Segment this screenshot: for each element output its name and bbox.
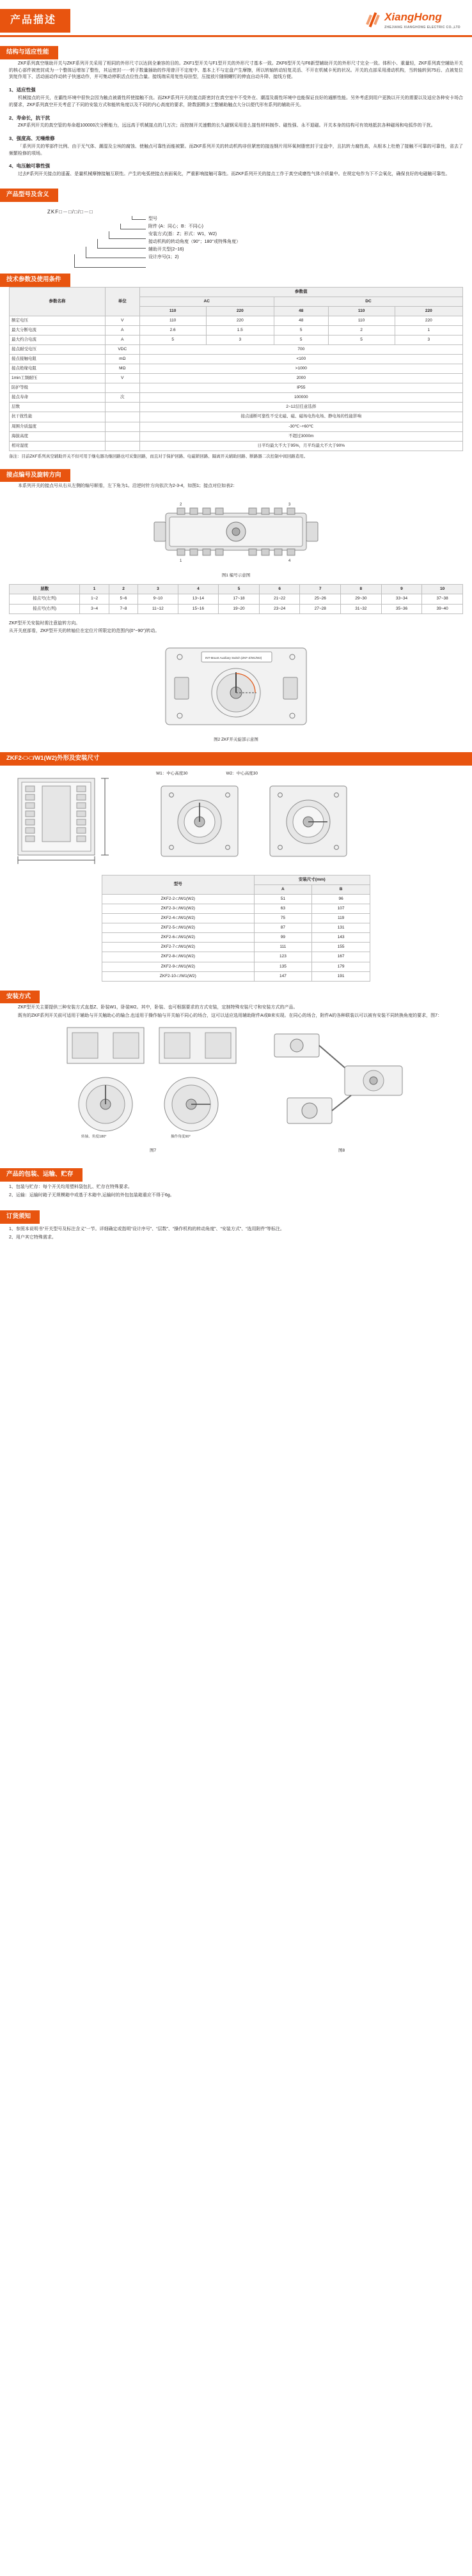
section-head-code: 产品型号及含义 [0,189,58,202]
cell-value: 110 [328,316,395,325]
cell-header: 接点号(右列) [10,604,80,613]
th-volt: 48 [274,306,328,316]
order-item: 1、参照本说明书“开关型号及标注含义”一节。详细确定或指明“设计序号”、“层数”、“操作机构的转动角度”、“安装方式”、“选用附件”等标注。 [9,1227,285,1232]
table-row [102,971,370,981]
table-row [10,594,463,604]
cell-unit: V [106,374,140,383]
cell-value: IP55 [139,383,462,393]
dim-figure-front [9,771,143,870]
cell-model: ZKF2-4-□/W1(W2) [102,914,255,923]
cell-value: 25~26 [300,594,341,604]
cell-value: 100000 [139,393,462,403]
cell-value: <100 [139,355,462,364]
cell-name: 接点寿命 [10,393,106,403]
code-row-label: 型号 [148,216,157,221]
th-dc: DC [274,297,462,306]
code-row [50,247,463,254]
page-header [0,0,472,37]
svg-text:2: 2 [180,503,182,507]
cell-model: ZKF2-5-□/W1(W2) [102,923,255,933]
contact-paragraph-3: 从开关底部看，ZKF型开关的转轴位在定位片所限定的范围内(0°~90°)转动。 [9,629,160,634]
th-volt: 220 [206,306,274,316]
cell-value: 3 [138,585,178,594]
section-head-spec: 技术参数及使用条件 [0,274,70,287]
cell-b: 179 [312,962,370,971]
table-row [10,383,463,393]
cell-a: 123 [254,952,312,962]
th-values: 参数值 [139,287,462,297]
page-title: 产品描述 [0,9,70,33]
cell-b: 143 [312,933,370,943]
cell-unit: MΩ [106,364,140,374]
cell-value: 1 [395,325,462,335]
cell-name: 接点耐受电压 [10,345,106,355]
th-model: 型号 [102,875,255,894]
cell-unit: A [106,325,140,335]
svg-text:4: 4 [288,559,291,564]
section-head-contact: 接点编号及旋转方向 [0,469,70,482]
cell-unit: 次 [106,393,140,403]
cell-value: 4 [178,585,219,594]
structure-item-2-title: 3、强度高、无噪维修 [9,135,55,142]
cell-unit [106,431,140,441]
cell-b: 155 [312,943,370,952]
svg-text:3: 3 [288,503,291,507]
section-head-dim: ZKF2-□-□/W1(W2)外形及安装尺寸 [0,752,472,766]
code-row [50,216,463,224]
table-row [10,364,463,374]
section-head-order: 订货须知 [0,1210,40,1224]
table-row [102,933,370,943]
model-code: ZKF□－□/□/□－□ [47,208,93,215]
cell-value: 15~16 [178,604,219,613]
cell-value: 3 [206,335,274,344]
cell-header: 层数 [10,585,80,594]
cell-unit: mΩ [106,355,140,364]
code-row [50,239,463,247]
cell-value: 13~14 [178,594,219,604]
section-head-structure: 结构与适应性能 [0,46,58,59]
page [0,0,472,1262]
cell-name: 海拔高度 [10,431,106,441]
cell-name: 接点绝缘电阻 [10,364,106,374]
code-row-label: 设计序号(1；2) [148,254,179,259]
cell-value: 2~12层任意选择 [139,403,462,412]
code-row-label: 接动机构的转动角度（90°；180°或特殊角度） [148,239,241,244]
structure-item-0-title: 1、适应性强 [9,87,36,93]
code-ladder [50,216,463,262]
brand-sub: ZHEJIANG XIANGHONG ELECTRIC CO.,LTD [384,26,460,30]
table-row [10,431,463,441]
cell-b: 96 [312,895,370,904]
code-row-label: 安装方式(基：Z；形式：W1，W2) [148,231,217,236]
cell-value: 220 [206,316,274,325]
table-header-row [102,875,370,884]
table-row [102,895,370,904]
cell-value: 8 [341,585,382,594]
cell-value: 11~12 [138,604,178,613]
table-row [10,325,463,335]
table-row [10,604,463,613]
table-row [10,355,463,364]
figure-8-caption: 图8 [338,1148,345,1153]
cell-b: 119 [312,914,370,923]
cell-unit [106,441,140,451]
cell-name: 额定电压 [10,316,106,325]
section-pack [0,1184,472,1199]
cell-unit: A [106,335,140,344]
table-row [10,412,463,422]
install-label-a1: 转轴、角度180° [81,1135,107,1139]
cell-a: 87 [254,923,312,933]
contact-paragraph-2: ZKF型开关安装时需注意旋转方向。 [9,621,81,626]
cell-a: 111 [254,943,312,952]
figure-7-wrap [57,1021,249,1159]
install-paragraph-2: 既有的ZKF系列开关前可适用于辅助与开关触助心的输合,也适用于操作轴与开关轴不同心的场合，这可以适应选用辅助附件A或B来实现。在同心的场合，附件A的各种联装以可以被有安装不同转换角度的要求，图7： [18,1014,443,1019]
table-row [10,393,463,403]
cell-value: 23~24 [259,604,300,613]
figure-2-caption: 图2 ZKF开关旋部示意图 [214,737,258,743]
cell-value: 7~8 [109,604,138,613]
cell-model: ZKF2-7-□/W1(W2) [102,943,255,952]
code-row-label: 辅助开关型(2~16) [148,247,184,252]
cell-a: 75 [254,914,312,923]
pack-item: 1、包装与贮存：每个开关均用塑料袋包扎、贮存在特殊要求。 [9,1184,132,1189]
cell-value: 27~28 [300,604,341,613]
cell-name: 抗干扰性能 [10,412,106,422]
th-ac: AC [139,297,274,306]
table-row [10,422,463,431]
cell-value: 5~6 [109,594,138,604]
table-row [10,585,463,594]
brand-name [384,9,460,31]
cell-value: 不超过3000m [139,431,462,441]
table-row [102,904,370,914]
table-row [10,345,463,355]
cell-value: 2 [109,585,138,594]
cell-a: 63 [254,904,312,914]
contact-number-table [9,584,463,613]
install-figures [9,1021,463,1159]
cell-value: 日平均最大不大于95%，月平均最大不大于90% [139,441,462,451]
cell-header: 接点号(左列) [10,594,80,604]
pack-item: 2、运输：运输时箱子无规模箱中或基于木箱中,运输时的外包包装箱重应不得于6g。 [9,1192,175,1198]
cell-value: 37~38 [422,594,463,604]
section-contact [0,483,472,743]
cell-value: 5 [328,335,395,344]
brand-label: XiangHong [384,11,442,23]
code-row [50,254,463,262]
table-row [10,403,463,412]
cell-value: 700 [139,345,462,355]
cell-name: 1min工频耐压 [10,374,106,383]
figure-8-wrap [268,1021,415,1159]
cell-value: 2000 [139,374,462,383]
cell-name: 层数 [10,403,106,412]
cell-value: 17~18 [219,594,260,604]
install-label-a2: 操作角度90° [171,1135,191,1139]
cell-value: 35~36 [381,604,422,613]
contact-paragraph-1: 本系列开关的接点号从右从左侧的编号顺看，左下角为1。沿逆时针方向依次为2-3-4，如图1；接点对位如表2： [18,484,238,489]
table-row [102,914,370,923]
structure-item-3-title: 4、电压触可靠性强 [9,163,51,169]
cell-value: 10 [422,585,463,594]
cell-b: 167 [312,952,370,962]
cell-value: 33~34 [381,594,422,604]
cell-value: 19~20 [219,604,260,613]
th-a: A [254,885,312,895]
dim-table [102,875,370,982]
cell-value: 9~10 [138,594,178,604]
cell-value: 5 [139,335,206,344]
section-code [0,202,472,265]
cell-model: ZKF2-10-□/W1(W2) [102,971,255,981]
cell-name: 相对湿度 [10,441,106,451]
structure-item-2-body: 「系列开关的零部件比例、由于无气体、潮湿及尘埃的腐蚀、使触点可靠性而能被繁。而ZKF系列开关的转动机构非但紧密的接连钢片用环氧树脂密封于定盘中，且抗转力腐性高，从根本上杜绝了接触不可靠的可靠性，省去了频繁检修的项场。 [9,144,463,156]
figure-7-caption: 图7 [149,1148,157,1153]
structure-item-0-body: 机械接点的开关，在霸性坏境中很快会因为触点被震性所使接触不良。而ZKF系列开关的接点距密封在真空室中不受外在、潮湿及震性环境中也能保证良好的通断性能。另外考虑到用户更换以开关的需要以及适应各种安卡场合的要求，ZKF系列真空开关考虑了不同的安装方式和能转角度以及不同的内心高度的要求，除数据精多工整辅助触点大分以便代形有系列的辅助开关。 [9,95,463,107]
section-spec [0,287,472,460]
section-install [0,1005,472,1159]
cell-unit [106,412,140,422]
cell-value: 接点通断可靠性不受光磁、磁、磁场电热电场、静电场的性能影响 [139,412,462,422]
th-dims: 安装尺寸(mm) [254,875,370,884]
section-head-pack: 产品的包装、运输、贮存 [0,1168,83,1182]
logo-mark-icon [365,12,381,27]
cell-b: 191 [312,971,370,981]
structure-item-1-title: 2、寿命长，抗干扰 [9,114,51,121]
spec-table [9,287,463,451]
cell-b: 107 [312,904,370,914]
th-volt: 220 [395,306,462,316]
cell-unit: V [106,316,140,325]
table-row [10,374,463,383]
figure-2-label: INT-Mount Auxiliary Switch (ZKF-Z/W1/W2) [205,656,262,660]
figure-1-numbering-diagram [140,494,332,571]
cell-model: ZKF2-9-□/W1(W2) [102,962,255,971]
cell-name: 最大约合电流 [10,335,106,344]
cell-value: 1.5 [206,325,274,335]
table-row [102,952,370,962]
section-dim [0,766,472,982]
cell-unit [106,383,140,393]
dim-label-w2: W2：中心高度30 [226,771,258,776]
cell-value: 110 [139,316,206,325]
cell-value: 5 [274,325,328,335]
structure-item-1-body: ZKF系列开关的真空管的寿命超100000次分断能力，远远高于机械接点的几万次；而控制开关速敷的长久磁钢采用是么接性材料制作、磁性强、永不退磁。开关本身的结构可有效地抵抗各种磁场和电弧作的干扰。 [18,123,436,128]
cell-value: 3~4 [80,604,109,613]
structure-item-3-body: 过去F系列开关接点的遥蓋、是量机械摩擦接触互联性。产生的电弧使接点表面氧化，严重影响接触可靠性。而ZKF系列开关的接点工作于真空成磨性气体介质量中。在规定电作为下不会氧化，确保良好的电磁触可靠性。 [18,171,450,176]
th-b: B [312,885,370,895]
cell-value: 31~32 [341,604,382,613]
cell-value: 3 [395,335,462,344]
svg-text:1: 1 [180,559,182,564]
cell-value: 2.6 [139,325,206,335]
cell-name: 接点接触电阻 [10,355,106,364]
cell-value: 220 [395,316,462,325]
code-row [50,224,463,231]
th-volt: 110 [139,306,206,316]
table-row [102,923,370,933]
table-row [102,962,370,971]
cell-a: 135 [254,962,312,971]
dim-figure-mounts [150,771,463,870]
table-row [10,441,463,451]
cell-a: 51 [254,895,312,904]
th-volt: 110 [328,306,395,316]
cell-value: 39~40 [422,604,463,613]
section-order [0,1226,472,1242]
cell-value: >1000 [139,364,462,374]
cell-value: 1~2 [80,594,109,604]
cell-name: 防护等级 [10,383,106,393]
cell-model: ZKF2-2-□/W1(W2) [102,895,255,904]
cell-value: 2 [328,325,395,335]
table-row [10,335,463,344]
cell-value: 1 [80,585,109,594]
cell-value: 29~30 [341,594,382,604]
brand-logo [365,9,460,31]
section-structure [0,61,472,178]
cell-a: 99 [254,933,312,943]
install-paragraph-1: ZKF型开关主要提供三种安装方式直基Z、卧装W1，卧装W2。其中，卧装、也可根据要求的方式安装，定制特殊安装尺寸和安装方式的产品。 [18,1005,298,1010]
cell-b: 131 [312,923,370,933]
table-header-row [10,287,463,297]
structure-paragraph: ZKF系列真空继助开关与ZKF系列开关采用了相同的外形尺寸以达到全兼容的目的。ZKF1型开关与F1型开关的外形尺寸基本一致。ZKF6型开关与F6新型辅助开关的外形尺寸完全一致。体积小、重量轻，ZKF系列真空辅助开关的核心部件被密封成为一个整体运增加了整性，其运密封一一转子数量插助的作用曾汗不定度中、基本上不与定盘产生摩擦，所以转轴转动轻复灵活、不开在机械卡死的状况。开关的点部采用滑动机构，当转轴转到75后、点被复位到复作用下、活动面动作动转子快速动作，并可集动停职活点位性合量。接线端采用复性母挂型，压接放片随铜螺钉的伸直自动升降、接线方便。 [9,61,463,80]
cell-model: ZKF2-8-□/W1(W2) [102,952,255,962]
cell-value: 6 [259,585,300,594]
cell-name: 周围介质温度 [10,422,106,431]
th-unit: 单位 [106,287,140,316]
cell-value: 48 [274,316,328,325]
page-title-wrap [0,9,70,33]
cell-value: -30℃~+60℃ [139,422,462,431]
cell-model: ZKF2-6-□/W1(W2) [102,933,255,943]
dim-label-w1: W1：中心高度30 [156,771,188,776]
cell-value: 7 [300,585,341,594]
cell-unit: VDC [106,345,140,355]
code-row [50,231,463,239]
section-head-install: 安装方式 [0,991,40,1004]
cell-value: 5 [274,335,328,344]
cell-a: 147 [254,971,312,981]
table-row [102,943,370,952]
cell-value: 21~22 [259,594,300,604]
cell-value: 9 [381,585,422,594]
cell-model: ZKF2-3-□/W1(W2) [102,904,255,914]
cell-unit [106,403,140,412]
figure-1-caption: 图1 编号示意图 [221,573,251,578]
figure-2-rotation-diagram [146,639,326,735]
order-item: 2、用户其它特殊需求。 [9,1235,56,1240]
cell-unit [106,422,140,431]
spec-note: 备注：目前ZKF系列真空辅助开关不但可用于继电器功继回路也可采集回路，而且对于保护回路、电磁锁回路、隔离开关辅助回路、断路器二次控制中间回路造用。 [9,454,308,459]
table-row [10,316,463,325]
cell-name: 最大分断电流 [10,325,106,335]
code-row-label: 附件 (A：同心；B：不同心) [148,224,203,229]
cell-value: 5 [219,585,260,594]
th-name: 参数名称 [10,287,106,316]
